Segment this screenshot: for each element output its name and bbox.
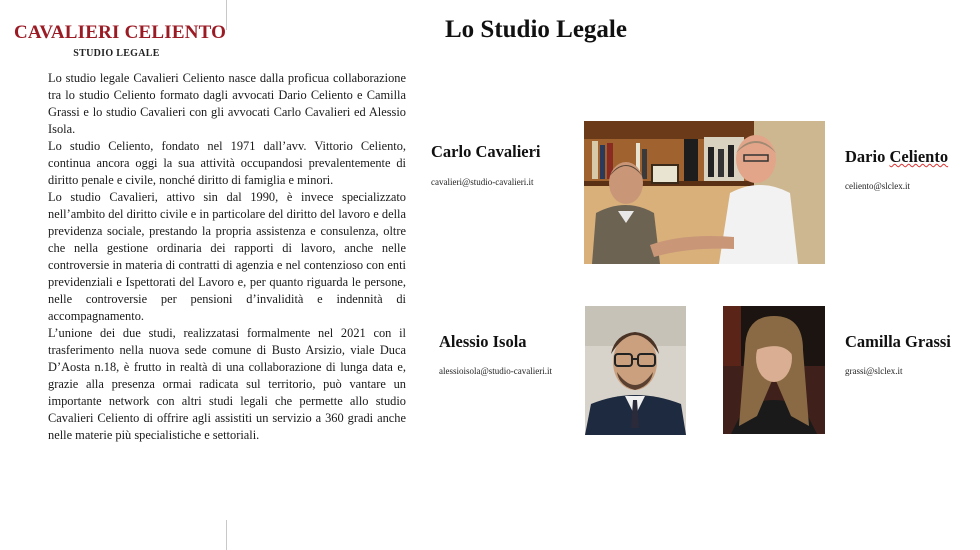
- paragraph: Lo studio Cavalieri, attivo sin dal 1990, è invece specializzato nell’ambito del diritto civile e in particolare del diritto del lavoro e della previdenza sociale, prestando la propria assistenza e consulenza, oltre che nella gestione ordinaria dei rapporti di lavoro, anche nelle controversie in materia di contratti di agenzia e nel contenzioso con enti previdenziali e Ispettorati del Lavoro e, per quanto riguarda le persone, nelle controversie per pensioni d’invalidità e indennità di accompagnamento.: [48, 190, 406, 323]
- paragraph: Lo studio Celiento, fondato nel 1971 dall’avv. Vittorio Celiento, continua ancora oggi la sua attività occupandosi prevalentemente di diritto penale e civile, nonché diritto di famiglia e minori.: [48, 139, 406, 187]
- lawyer-first-name-dario: Dario: [845, 147, 886, 166]
- divider-bottom: [226, 520, 227, 550]
- lawyer-email-dario[interactable]: celiento@slclex.it: [845, 181, 911, 191]
- brand-name: CAVALIERI CELIENTO: [14, 22, 227, 43]
- page-title: Lo Studio Legale: [445, 16, 627, 43]
- lawyer-name-carlo: Carlo Cavalieri: [431, 142, 541, 161]
- lawyer-email-alessio[interactable]: alessioisola@studio-cavalieri.it: [439, 366, 553, 376]
- paragraph: L’unione dei due studi, realizzatasi formalmente nel 2021 con il trasferimento nella nuova sede comune di Busto Arsizio, viale Duca D’Aosta n.18, è frutto in realtà di una collaborazione di lunga data e, grazie alla presenza ormai radicata sul territorio, può vantare un importante network con altri studi legali che permette allo studio Cavalieri Celiento di offrire agli assistiti un servizio a 360 gradi anche nelle materie più specialistiche e settoriali.: [48, 326, 406, 442]
- studio-description: [48, 70, 406, 444]
- lawyer-name-dario: [845, 147, 948, 167]
- camilla-photo: [723, 306, 825, 434]
- lawyer-email-camilla[interactable]: grassi@slclex.it: [845, 366, 903, 376]
- brand-subtitle: STUDIO LEGALE: [73, 48, 160, 59]
- divider-top: [226, 0, 227, 30]
- lawyer-email-carlo[interactable]: cavalieri@studio-cavalieri.it: [431, 177, 534, 187]
- alessio-photo: [585, 306, 686, 435]
- lawyer-last-name-dario: Celiento: [889, 147, 949, 166]
- group-photo: [584, 121, 825, 264]
- paragraph: Lo studio legale Cavalieri Celiento nasce dalla proficua collaborazione tra lo studio Celiento formato dagli avvocati Dario Celiento e Camilla Grassi e lo studio Cavalieri con gli avvocati Carlo Cavalieri ed Alessio Isola.: [48, 71, 406, 136]
- lawyer-name-camilla: Camilla Grassi: [845, 332, 951, 351]
- brand-logo: [14, 22, 227, 59]
- lawyer-name-alessio: Alessio Isola: [439, 332, 527, 351]
